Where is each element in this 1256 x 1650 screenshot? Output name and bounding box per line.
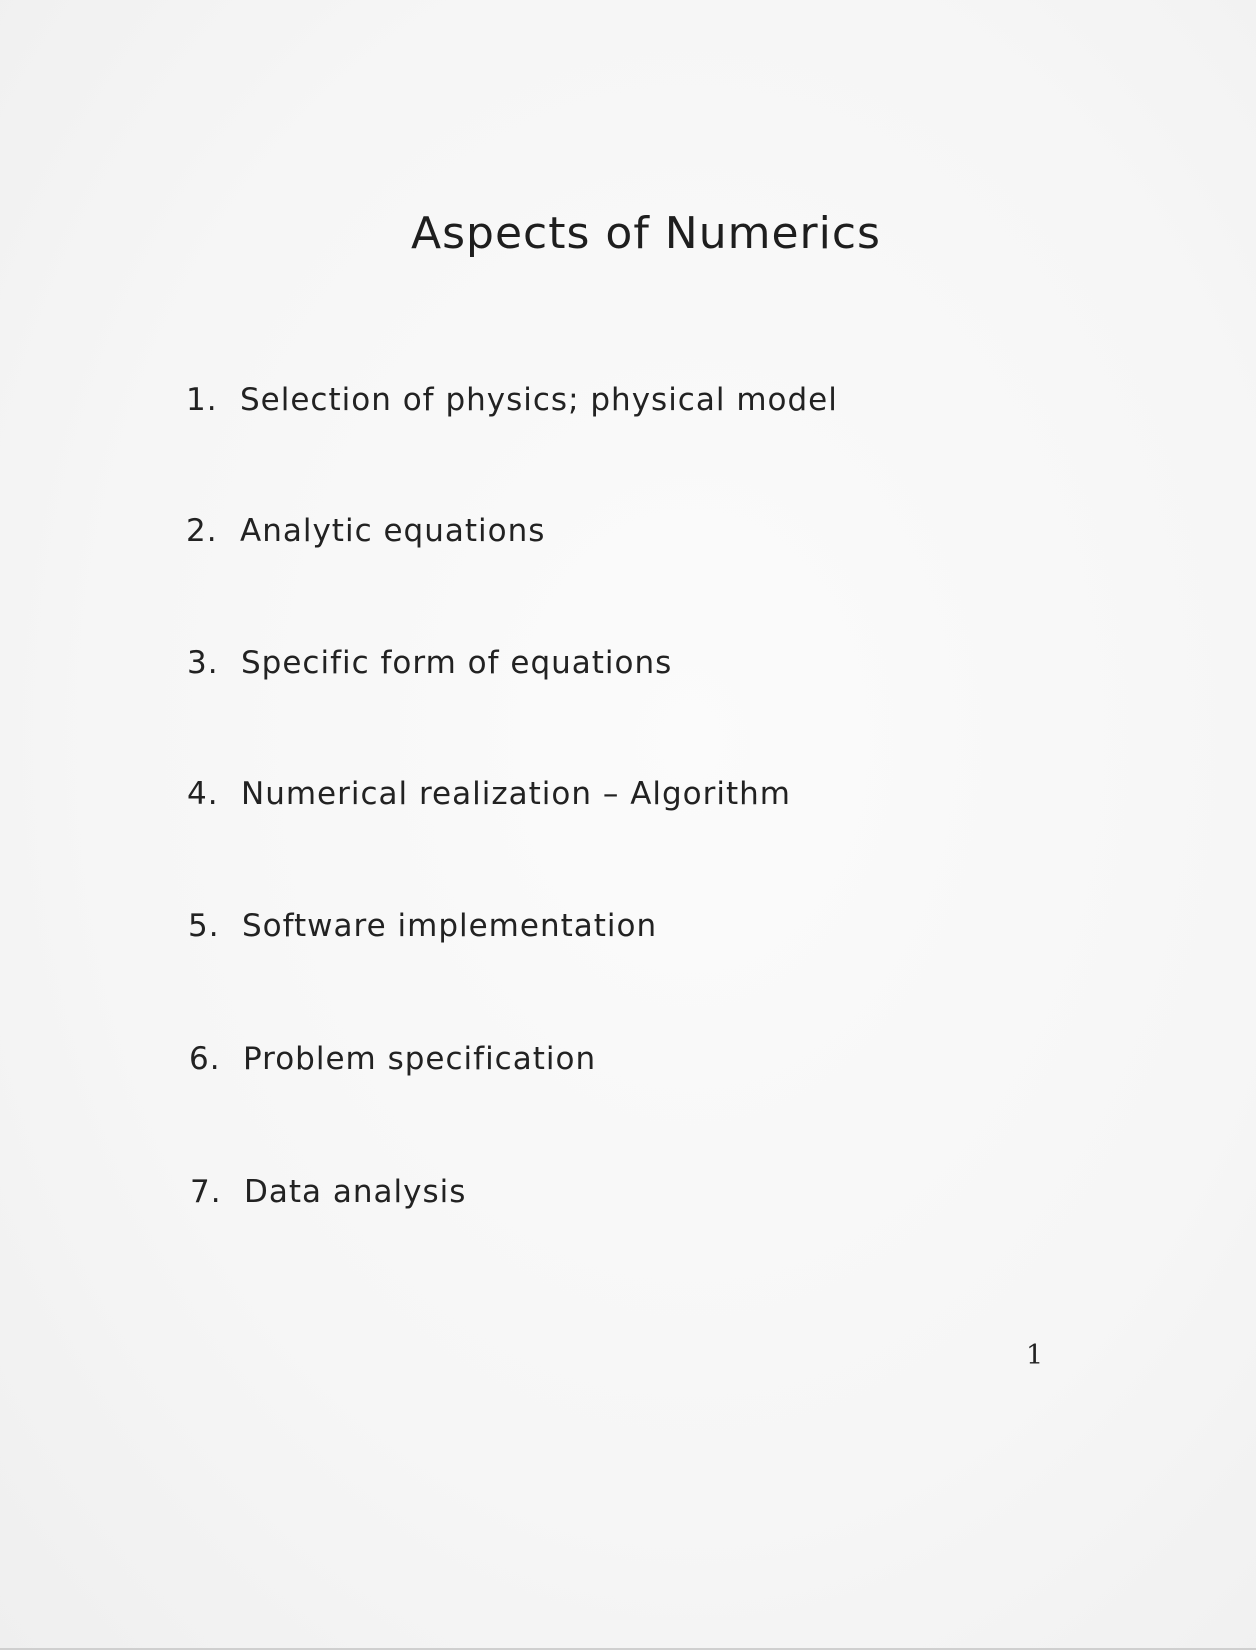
list-item	[186, 513, 545, 549]
list-item-number: 3.	[187, 645, 219, 681]
list-item-text: Data analysis	[244, 1174, 467, 1210]
list-item	[188, 908, 657, 944]
list-item	[186, 382, 838, 418]
list-item	[187, 645, 672, 681]
list-item-number: 2.	[186, 513, 218, 549]
list-item-number: 6.	[189, 1041, 221, 1077]
page-number: 1	[1026, 1340, 1044, 1371]
list-item-number: 5.	[188, 908, 220, 944]
list-item-text: Problem specification	[243, 1041, 597, 1077]
list-item	[187, 776, 791, 812]
list-item-number: 4.	[187, 776, 219, 812]
list-item	[190, 1174, 466, 1210]
page-title: Aspects of Numerics	[411, 208, 881, 259]
list-item-number: 1.	[186, 382, 218, 418]
list-item-text: Numerical realization – Algorithm	[241, 776, 792, 812]
list-item-number: 7.	[190, 1174, 222, 1210]
list-item-text: Selection of physics; physical model	[240, 382, 838, 418]
list-item	[189, 1041, 596, 1077]
list-item-text: Software implementation	[242, 908, 658, 944]
list-item-text: Specific form of equations	[241, 645, 673, 681]
list-item-text: Analytic equations	[240, 513, 546, 549]
